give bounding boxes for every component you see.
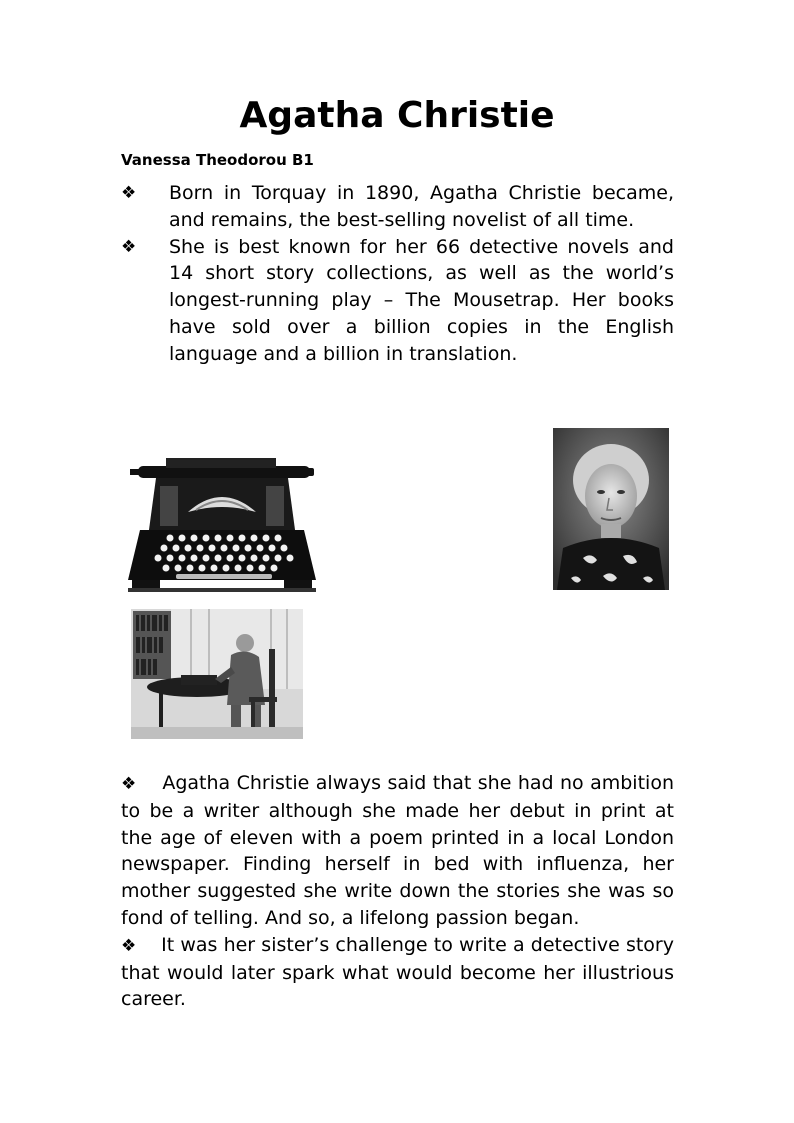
paragraph bbox=[121, 932, 674, 1013]
typewriter-image bbox=[126, 452, 318, 596]
list-item bbox=[121, 234, 674, 368]
desk-photo bbox=[131, 609, 303, 739]
diamond-bullet-icon: ❖ bbox=[121, 183, 137, 203]
paragraph-text: It was her sister’s challenge to write a detective story that would later spark what would become her illustrious career. bbox=[121, 933, 674, 1011]
intro-bullet-list bbox=[121, 180, 674, 368]
page-title: Agatha Christie bbox=[239, 95, 555, 136]
diamond-bullet-icon: ❖ bbox=[121, 774, 137, 794]
paragraph-text: Agatha Christie always said that she had no ambition to be a writer although she made her debut in print at the age of eleven with a poem printed in a local London newspaper. Finding herself in bed with influenza, her mother suggested she write down the stories she was so fond of telling. And so, a lifelong passion began. bbox=[121, 772, 674, 929]
portrait-photo bbox=[553, 428, 669, 590]
paragraph bbox=[121, 770, 674, 932]
list-item-text: Born in Torquay in 1890, Agatha Christie became, and remains, the best-selling novelist of all time. bbox=[169, 182, 674, 231]
diamond-bullet-icon: ❖ bbox=[121, 935, 137, 956]
diamond-bullet-icon: ❖ bbox=[121, 236, 137, 257]
author-line: Vanessa Theodorou B1 bbox=[121, 151, 314, 169]
list-item bbox=[121, 180, 674, 234]
list-item-text: She is best known for her 66 detective novels and 14 short story collections, as well as the world’s longest-running play – The Mousetrap. Her books have sold over a billion copies in the English language and a billion in translation. bbox=[169, 235, 674, 365]
body-text bbox=[121, 770, 674, 1013]
